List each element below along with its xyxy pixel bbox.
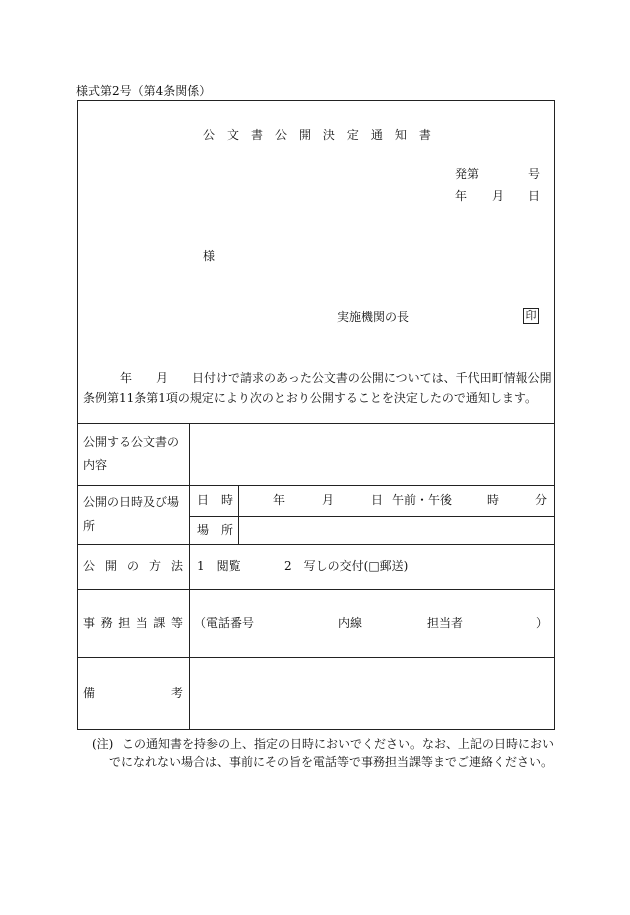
dt-hour: 時: [487, 493, 500, 507]
method-option-2: 2 写しの交付(□郵送): [284, 559, 409, 573]
dt-month: 月: [322, 493, 335, 507]
office-person: 担当者: [427, 616, 464, 630]
datetime-label-line-2: 所: [83, 519, 96, 533]
issue-number-prefix: 発第: [455, 167, 480, 181]
seal-box: [523, 308, 539, 324]
method-option-1: 1 閲覧: [197, 559, 241, 573]
seal-mark: 印: [523, 308, 539, 324]
body-line-2: 条例第11条第1項の規定により次のとおり公開することを決定したので通知します。: [83, 391, 537, 405]
dt-year: 年: [273, 493, 286, 507]
datetime-label-line-1: 公開の日時及び場: [83, 495, 180, 509]
table-line-4: [78, 657, 554, 658]
sub-label-divider: [238, 485, 239, 544]
date-year: 年: [455, 189, 468, 203]
method-label: 公 開 の 方 法: [83, 559, 183, 573]
table-line-2: [78, 544, 554, 545]
table-line-3: [78, 589, 554, 590]
dt-day: 日: [371, 493, 384, 507]
office-close: ）: [536, 616, 549, 630]
note-line-2: でになれない場合は、事前にその旨を電話等で事務担当課等までご連絡ください。: [109, 755, 554, 769]
body-line-1: 年 月 日付けで請求のあった公文書の公開については、千代田町情報公開: [120, 371, 552, 385]
table-line-sub: [190, 516, 554, 517]
label-column-divider: [189, 423, 190, 729]
office-ext: 内線: [338, 616, 363, 630]
table-top-line: [78, 423, 554, 424]
notice-form: [77, 100, 555, 730]
content-label-line-2: 内容: [83, 458, 108, 472]
issuer: 実施機関の長: [337, 310, 410, 324]
content-label-line-1: 公開する公文書の: [83, 435, 180, 449]
dt-ampm: 午前・午後: [392, 493, 453, 507]
dt-minute: 分: [535, 493, 548, 507]
table-line-1: [78, 485, 554, 486]
form-number: 様式第2号（第4条関係）: [76, 84, 212, 98]
place-sub-label: 場 所: [197, 523, 234, 537]
date-month: 月: [492, 189, 505, 203]
office-tel: （電話番号: [194, 616, 255, 630]
document-title: 公 文 書 公 開 決 定 通 知 書: [203, 128, 431, 142]
note-prefix: (注): [92, 737, 114, 751]
datetime-sub-label: 日 時: [197, 493, 234, 507]
issue-number-suffix: 号: [528, 167, 541, 181]
date-day: 日: [528, 189, 541, 203]
remarks-label: 備 考: [83, 686, 183, 700]
addressee-suffix: 様: [203, 249, 216, 263]
office-label: 事 務 担 当 課 等: [83, 616, 183, 630]
note-line-1: この通知書を持参の上、指定の日時においでください。なお、上記の日時におい: [122, 737, 555, 751]
